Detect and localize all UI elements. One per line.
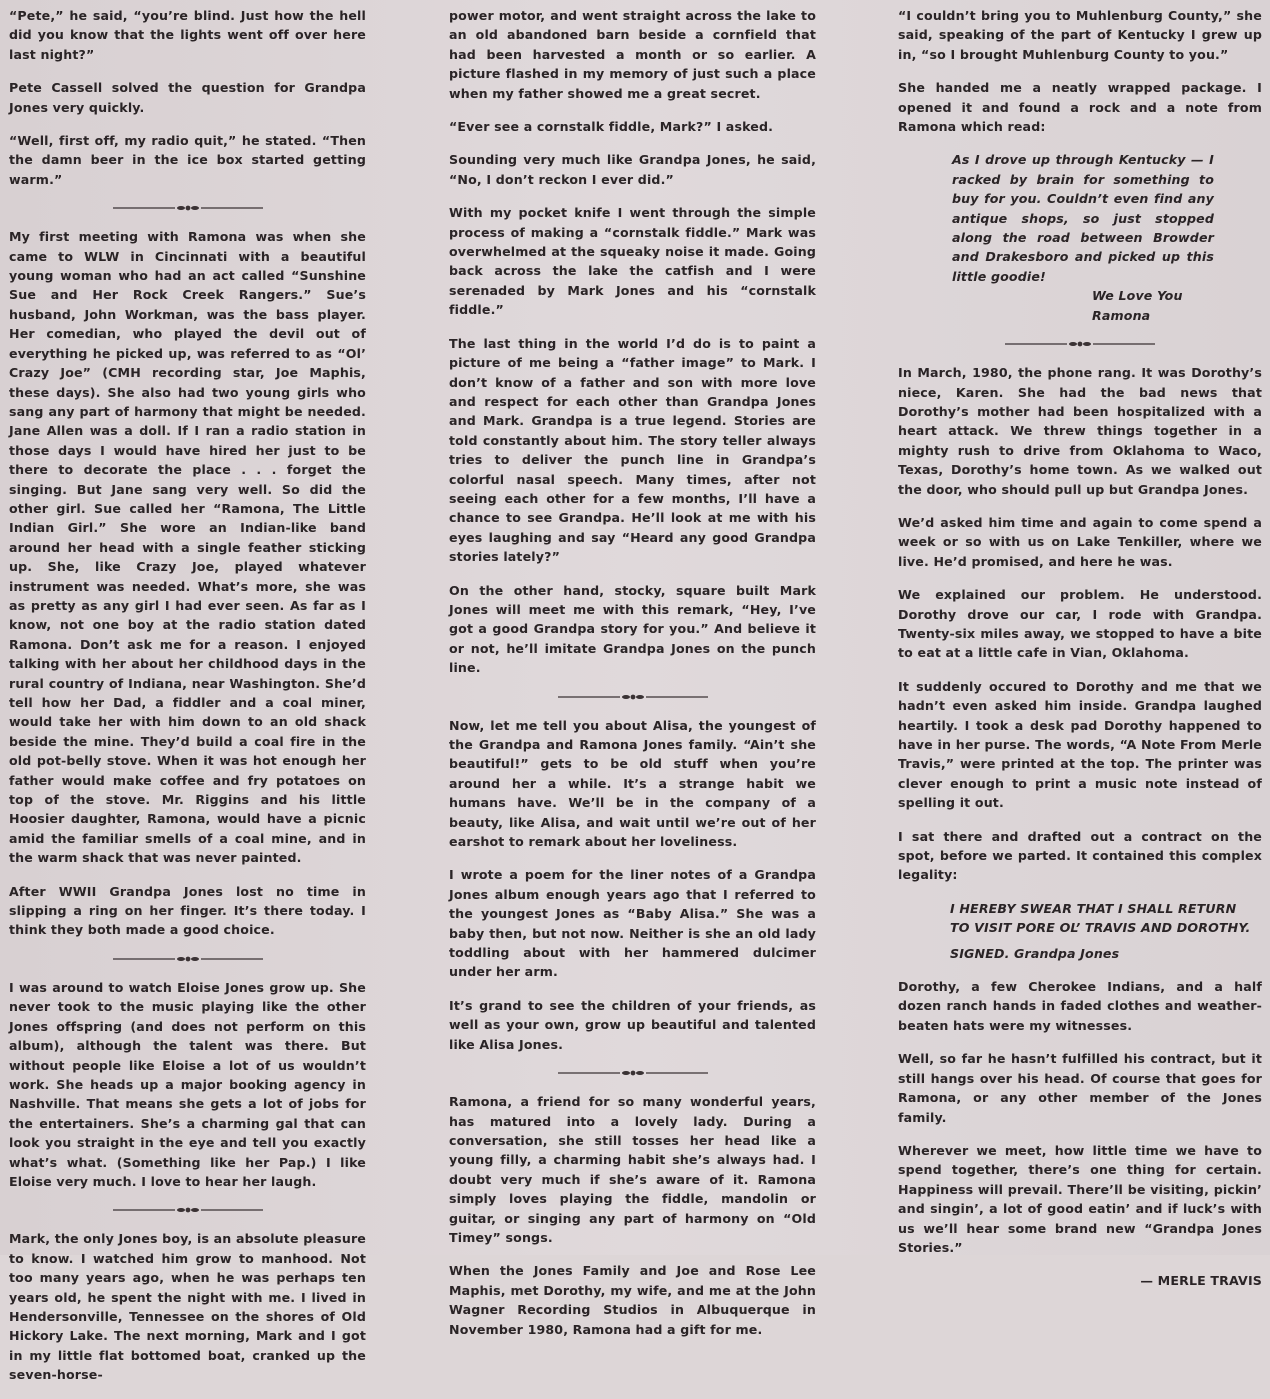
paragraph: She handed me a neatly wrapped package. I opened it and found a rock and a note from Ramona which read: (898, 80, 1262, 135)
column-3 (898, 6, 1262, 1305)
paragraph: Well, so far he hasn’t fulfilled his contract, but it still hangs over his head. Of course that goes for Ramona, or any other member of the Jones family. (898, 1051, 1262, 1125)
paragraph: “Pete,” he said, “you’re blind. Just how the hell did you know that the lights went off over here last night?” (9, 8, 366, 62)
author-signoff: — MERLE TRAVIS (1140, 1273, 1262, 1289)
paragraph: power motor, and went straight across the lake to an old abandoned barn beside a cornfield that had been harvested a month or so earlier. A picture flashed in my memory of just such a place when my father showed me a great secret. (449, 8, 816, 101)
ornament-divider (113, 954, 263, 964)
quoted-note-signature: Ramona (1092, 307, 1151, 323)
ornament-divider (113, 203, 263, 213)
paragraph: When the Jones Family and Joe and Rose Lee Maphis, met Dorothy, my wife, and me at the John Wagner Recording Studios in Albuquerque in November 1980, Ramona had a gift for me. (449, 1263, 816, 1337)
paragraph: We’d asked him time and again to come spend a week or so with us on Lake Tenkiller, where we live. He’d promised, and here he was. (898, 514, 1262, 569)
paragraph: It’s grand to see the children of your friends, as well as your own, grow up beautiful and talented like Alisa Jones. (449, 997, 816, 1052)
paragraph: I sat there and drafted out a contract on the spot, before we parted. It contained this complex legality: (898, 828, 1262, 883)
paragraph: Wherever we meet, how little time we have to spend together, there’s one thing for certain. Happiness will prevail. There’ll be visiting, pickin’ and singin’, a lot of good eatin’ and if luck’s with us we’ll hear some brand new “Grandpa Jones Stories.” (898, 1142, 1262, 1255)
paragraph: The last thing in the world I’d do is to paint a picture of me being a “father image” to Mark. I don’t know of a father and son with more love and respect for each other than Grandpa Jones and Mark. Grandpa is a true legend. Stories are told constantly about him. The story teller always tries to deliver the punch line in Grandpa’s colorful nasal speech. Many times, after not seeing each other for a few months, I’ll have a chance to see Grandpa. He’ll look at me with his eyes laughing and say “Heard any good Grandpa stories lately?” (449, 335, 816, 565)
paragraph: “I couldn’t bring you to Muhlenburg County,” she said, speaking of the part of Kentucky I grew up in, “so I brought Muhlenburg County to you.” (898, 8, 1262, 62)
quoted-note-closing: We Love You (1092, 288, 1183, 304)
contract-oath: I HEREBY SWEAR THAT I SHALL RETURN TO VISIT PORE OL’ TRAVIS AND DOROTHY. (950, 900, 1251, 936)
paragraph: “Well, first off, my radio quit,” he stated. “Then the damn beer in the ice box started getting warm.” (9, 133, 366, 187)
paragraph: Now, let me tell you about Alisa, the youngest of the Grandpa and Ramona Jones family. “Ain’t she beautiful!” gets to be old stuff when you’re around her a while. It’s a strange habit we humans have. We’ll be in the company of a beauty, like Alisa, and wait until we’re out of her earshot to remark about her loveliness. (449, 717, 816, 850)
ornament-divider (558, 692, 708, 702)
paragraph: On the other hand, stocky, square built Mark Jones will meet me with this remark, “Hey, I’ve got a good Grandpa story for you.” And believe it or not, he’ll imitate Grandpa Jones on the punch line. (449, 582, 816, 676)
paragraph: I was around to watch Eloise Jones grow up. She never took to the music playing like the other Jones offspring (and does not perform on this album), although the talent was there. But without people like Eloise a lot of us wouldn’t work. She heads up a major booking agency in Nashville. That means she gets a lot of jobs for the entertainers. She’s a charming gal that can look you straight in the eye and tell you exactly what’s what. (Something like her Pap.) I like Eloise very much. I love to hear her laugh. (9, 979, 366, 1189)
ornament-divider (558, 1068, 708, 1078)
paragraph: Sounding very much like Grandpa Jones, he said, “No, I don’t reckon I ever did.” (449, 152, 816, 187)
ornament-divider (1005, 339, 1155, 349)
paragraph: Ramona, a friend for so many wonderful years, has matured into a lovely lady. During a conversation, she still tosses her head like a young filly, a charming habit she’s always had. I doubt very much if she’s aware of it. Ramona simply loves playing the fiddle, mandolin or guitar, or singing any part of harmony on “Old Timey” songs. (449, 1094, 816, 1245)
paragraph: “Ever see a cornstalk fiddle, Mark?” I asked. (449, 119, 774, 135)
paragraph: I wrote a poem for the liner notes of a Grandpa Jones album enough years ago that I referred to the youngest Jones as “Baby Alisa.” She was a baby then, but not now. Neither is she an old lady toddling about with her hammered dulcimer under her arm. (449, 867, 816, 980)
paragraph: It suddenly occured to Dorothy and me that we hadn’t even asked him inside. Grandpa laughed heartily. I took a desk pad Dorothy happened to have in her purse. The words, “A Note From Merle Travis,” were printed at the top. The printer was clever enough to print a music note instead of spelling it out. (898, 678, 1262, 811)
quoted-note-text: As I drove up through Kentucky — I racked by brain for something to buy for you. Couldn’t even find any antique shops, so just stopped along the road between Browder and Drakesboro and picked up this little goodie! (952, 152, 1214, 284)
paragraph: We explained our problem. He understood. Dorothy drove our car, I rode with Grandpa. Twenty-six miles away, we stopped to have a bite to eat at a little cafe in Vian, Oklahoma. (898, 587, 1262, 661)
paragraph: Pete Cassell solved the question for Grandpa Jones very quickly. (9, 80, 366, 115)
paragraph: After WWII Grandpa Jones lost no time in slipping a ring on her finger. It’s there today. I think they both made a good choice. (9, 883, 366, 938)
quoted-note (952, 150, 1214, 325)
contract-signature: SIGNED. Grandpa Jones (950, 945, 1120, 961)
paragraph: With my pocket knife I went through the simple process of making a “cornstalk fiddle.” Mark was overwhelmed at the squeaky noise it made. Going back across the lake the catfish and I were serenaded by Mark Jones and his “cornstalk fiddle.” (449, 205, 816, 318)
paragraph: My first meeting with Ramona was when she came to WLW in Cincinnati with a beautiful young woman who had an act called “Sunshine Sue and Her Rock Creek Rangers.” Sue’s husband, John Workman, was the bass player. Her comedian, who played the devil out of everything he picked up, was referred to as “Ol’ Crazy Joe” (CMH recording star, Joe Maphis, these days). She also had two young girls who sang any part of harmony that might be needed. Jane Allen was a doll. If I ran a radio station in those days I would have hired her just to be there to decorate the place . . . forget the singing. But Jane sang very well. So did the other girl. Sue called her “Ramona, The Little Indian Girl.” She wore an Indian-like band around her head with a single feather sticking up. She, like Crazy Joe, played whatever instrument was needed. What’s more, she was as pretty as any girl I had ever seen. As far as I know, not one boy at the radio station dated Ramona. Don’t ask me for a reason. I enjoyed talking with her about her childhood days in the rural country of Indiana, near Washington. She’d tell how her Dad, a fiddler and a coal miner, would take her with him down to an old shack beside the mine. They’d build a coal fire in the old pot-belly stove. When it was hot enough her father would make coffee and fry potatoes on top of the stove. Mr. Riggins and his little Hoosier daughter, Ramona, would have a picnic amid the familiar smells of a coal mine, and in the warm shack that was never painted. (9, 229, 366, 866)
column-1 (9, 6, 366, 1399)
paragraph: Dorothy, a few Cherokee Indians, and a half dozen ranch hands in faded clothes and weather-beaten hats were my witnesses. (898, 979, 1262, 1033)
paragraph: Mark, the only Jones boy, is an absolute pleasure to know. I watched him grow to manhood. Not too many years ago, when he was perhaps ten years old, he spent the night with me. I lived in Hendersonville, Tennessee on the shores of Old Hickory Lake. The next morning, Mark and I got in my little flat bottomed boat, cranked up the seven-horse- (9, 1231, 366, 1383)
paragraph: In March, 1980, the phone rang. It was Dorothy’s niece, Karen. She had the bad news that Dorothy’s mother had been hospitalized with a heart attack. We threw things together in a mighty rush to drive from Oklahoma to Waco, Texas, Dorothy’s home town. As we walked out the door, who should pull up but Grandpa Jones. (898, 365, 1262, 497)
column-2 (449, 6, 816, 1353)
ornament-divider (113, 1205, 263, 1215)
